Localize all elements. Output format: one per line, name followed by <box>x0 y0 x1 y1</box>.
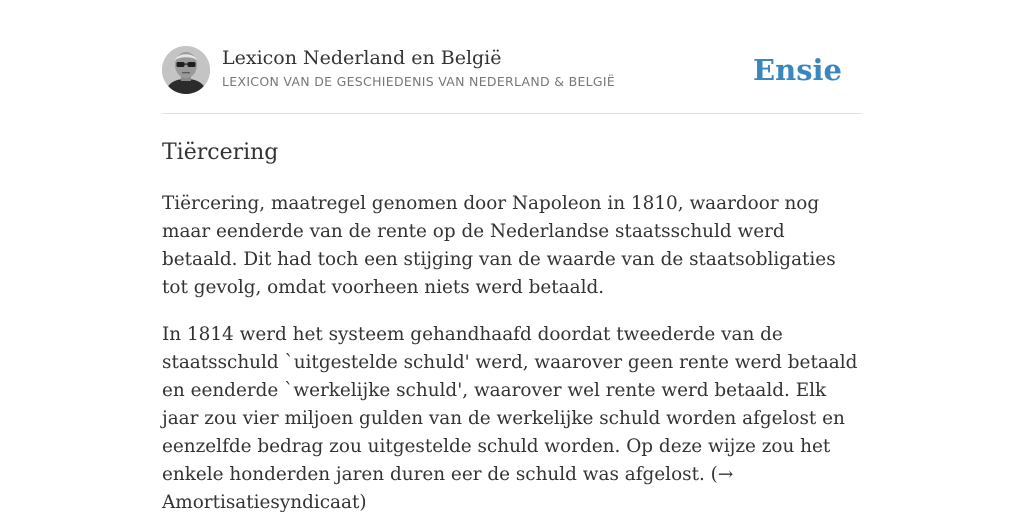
author-avatar[interactable] <box>162 46 210 94</box>
header <box>162 46 862 96</box>
header-divider <box>162 113 862 114</box>
article-title: Tiërcering <box>162 140 279 165</box>
article-paragraph: In 1814 werd het systeem gehandhaafd doordat tweederde van de staatsschuld `uitgestelde schuld' werd, waarover geen rente werd betaald en eenderde `werkelijke schuld', waarover wel rente werd betaald. Elk jaar zou vier miljoen gulden van de werkelijke schuld worden afgelost en eenzelfde bedrag zou uitgestelde schuld worden. Op deze wijze zou het enkele honderden jaren duren eer de schuld was afgelost. (→ Amortisatiesyndicaat) <box>162 324 858 512</box>
portrait-photo-icon <box>162 46 210 94</box>
article-body <box>162 190 862 512</box>
brand-logo[interactable]: Ensie <box>753 53 842 87</box>
article-paragraph: Tiërcering, maatregel genomen door Napoleon in 1810, waardoor nog maar eenderde van de rente op de Nederlandse staatsschuld werd betaald. Dit had toch een stijging van de waarde van de staatsobligaties tot gevolg, omdat voorheen niets werd betaald. <box>162 193 836 298</box>
source-subtitle: LEXICON VAN DE GESCHIEDENIS VAN NEDERLAND & BELGIË <box>222 74 616 89</box>
source-name[interactable]: Lexicon Nederland en België <box>222 47 502 69</box>
